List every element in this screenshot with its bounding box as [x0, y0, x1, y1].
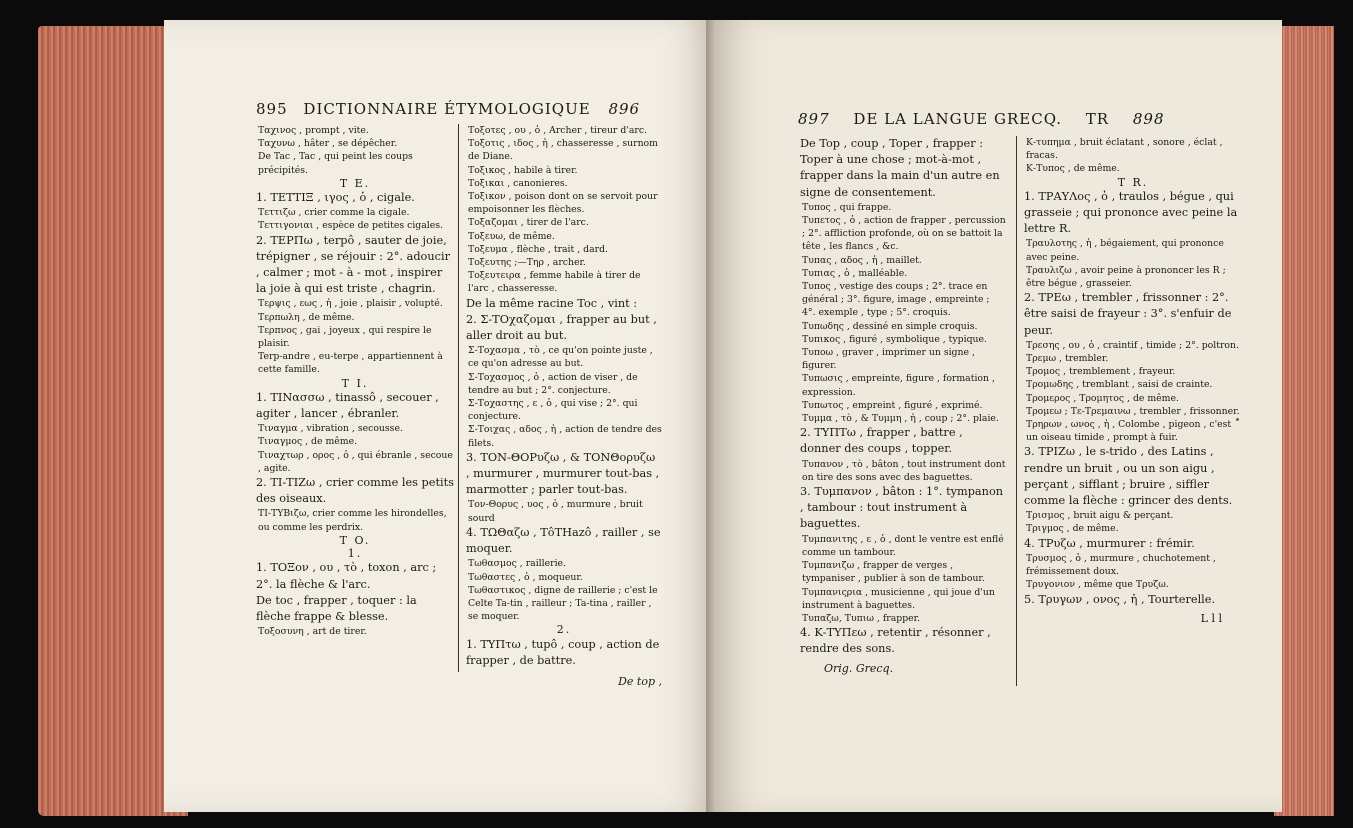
main-entry: 2. ΤΡΕω , trembler , frissonner : 2°. être saisi de frayeur : 3°. s'enfuir de peur.	[1024, 291, 1232, 337]
section-heading: T O.	[339, 533, 371, 547]
entry-line: Κ-Τυπος , de même.	[1026, 163, 1120, 175]
main-entry: De Top , coup , Toper , frapper : Toper à une chose ; mot-à-mot , frapper dans la main d'un autre en signe de consentement.	[800, 137, 1000, 199]
main-entry: 2. ΤΥΠΤω , frapper , battre , donner des coups , topper.	[800, 426, 963, 456]
left-page	[164, 20, 714, 812]
entry-line: Τυπιας , ὁ , malléable.	[802, 267, 908, 279]
entry-line: Τερπωλη , de même.	[258, 311, 355, 323]
ink-spot	[1236, 418, 1239, 421]
entry-line: Τοξικαι , canonieres.	[468, 177, 568, 189]
entry-line: Κ-τυπημα , bruit éclatant , sonore , éclat , fracas.	[1026, 137, 1223, 162]
entry-line: Τυμπανιτης , ε , ὁ , dont le ventre est enflé comme un tambour.	[802, 533, 1004, 558]
entry-line: Σ-Τοχαστης , ε , ὁ , qui vise ; 2°. qui conjecture.	[468, 398, 638, 423]
main-entry: 5. Τρυγων , ονος , ἡ , Tourterelle.	[1024, 592, 1216, 606]
main-entry: 3. ΤΟΝ-ΘΟΡυζω , & ΤΟΝΘορυζω , murmurer , murmurer tout-bas , marmotter ; parler tout-bas.	[466, 450, 660, 497]
entry-line: Τυπανον , τὸ , bâton , tout instrument dont on tire des sons avec des baguettes.	[802, 458, 1006, 483]
entry-line: Τρομωδης , tremblant , saisi de crainte.	[1026, 379, 1213, 391]
main-entry: 2. ΤΙ-ΤΙΖω , crier comme les petits des oiseaux.	[256, 476, 454, 506]
entry-line: Τυπωσις , empreinte, figure , formation , expression.	[802, 373, 995, 398]
left-header	[256, 100, 640, 118]
entry-line: De Tac , Tac , qui peint les coups précipités.	[258, 151, 413, 176]
page-number: 896	[608, 100, 641, 118]
entry-line: Τρυγονιον , même que Τρυζω.	[1026, 579, 1169, 591]
entry-line: Τρισμος , bruit aigu & perçant.	[1026, 510, 1174, 522]
entry-line: Τυπος , qui frappe.	[802, 201, 892, 213]
open-book	[14, 12, 1344, 820]
entry-line: Τρεμω , trembler.	[1026, 353, 1109, 365]
entry-line: Τιναχτωρ , ορος , ὁ , qui ébranle , secoue , agite.	[258, 449, 453, 474]
entry-line: Τυπος , vestige des coups ; 2°. trace en général ; 3°. figure, image , empreinte ; 4°. exemple , type ; 5°. croquis.	[802, 281, 990, 319]
entry-line: Τοξευμα , flèche , trait , dard.	[468, 243, 608, 255]
section-heading: 2.	[556, 623, 572, 637]
entry-line: Τιναγμος , de même.	[258, 436, 358, 448]
catchword: De top ,	[618, 674, 662, 688]
entry-line: Τοξευω, de même.	[468, 230, 555, 242]
page-number: 897	[798, 110, 830, 128]
entry-line: Τοξοτες , ου , ὁ , Archer , tireur d'arc.	[468, 125, 647, 136]
entry-line: Σ-Τοχασμα , τὸ , ce qu'on pointe juste , ce qu'on adresse au but.	[468, 345, 653, 370]
main-entry: 4. Κ-ΤΥΠεω , retentir , résonner , rendre des sons.	[800, 626, 991, 656]
main-entry: 1. ΤΡΑΥΛος , ὁ , traulos , bégue , qui grasseie ; qui prononce avec peine la lettre R.	[1024, 189, 1238, 236]
entry-line: Τυπας , αδος , ἡ , maillet.	[802, 254, 922, 266]
main-entry: 3. Τυμπανον , bâton : 1°. tympanon , tambour : tout instrument à baguettes.	[800, 485, 1004, 531]
running-title: DE LA LANGUE GRECQ.	[853, 110, 1063, 128]
entry-line: Τρομερος , Τρομητος , de même.	[1026, 392, 1179, 404]
main-entry: 1. ΤΥΠτω , tupô , coup , action de frapper , de battre.	[466, 637, 660, 667]
entry-line: Τεττιζω , crier comme la cigale.	[258, 207, 410, 219]
left-column-1	[256, 124, 454, 638]
entry-line: Τραυλιζω , avoir peine à prononcer les R ; être bégue , grasseier.	[1026, 264, 1226, 290]
main-entry: De la même racine Toc , vint :	[466, 296, 638, 310]
entry-line: Σ-Τοχασμος , ὁ , action de viser , de tendre au but ; 2°. conjecture.	[468, 371, 638, 396]
main-entry: 2. Σ-ΤΟχαζομαι , frapper au but , aller droit au but.	[466, 312, 657, 343]
column-rule	[458, 124, 459, 672]
entry-line: Τον-Θορυς , υος , ὁ , murmure , bruit sourd	[468, 499, 643, 524]
section-heading: T R.	[1117, 175, 1149, 189]
entry-line: Τοξικος , habile à tirer.	[468, 164, 578, 176]
entry-line: Τυπωδης , dessiné en simple croquis.	[802, 320, 978, 332]
entry-line: Τοξευτης ;—Τηρ , archer.	[468, 257, 586, 269]
entry-line: Τοξοσυνη , art de tirer.	[258, 626, 367, 638]
entry-line: Τωθαστικος , digne de raillerie ; c'est le Celte Ta-tin , railleur ; Ta-tina , railler , se moquer.	[468, 584, 658, 623]
page-number: 898	[1132, 110, 1165, 128]
signature-mark: L l l	[1200, 611, 1222, 625]
entry-line: Τραυλοτης , ἡ , bégaiement, qui prononce avec peine.	[1026, 238, 1224, 263]
entry-line: Τυπικος , figuré , symbolique , typique.	[802, 333, 987, 345]
entry-line: Τερψις , εως , ἡ , joie , plaisir , volupté.	[258, 298, 443, 310]
main-entry: De toc , frapper , toquer : la flèche frappe & blesse.	[256, 593, 417, 623]
entry-line: Τρυσμος , ὁ , murmure , chuchotement , frémissement doux.	[1026, 552, 1216, 578]
entry-line: Τυμπανιζω , frapper de verges , tympaniser , publier à son de tambour.	[802, 560, 985, 585]
main-entry: 4. ΤΩΘαζω , ΤôTHazô , railler , se moquer.	[466, 525, 661, 556]
entry-line: ΤΙ-ΤΥΒιζω, crier comme les hirondelles, ou comme les perdrix.	[258, 508, 447, 533]
main-entry: 4. ΤΡυζω , murmurer : frémir.	[1024, 536, 1195, 550]
entry-line: Τρομος , tremblement , frayeur.	[1026, 366, 1176, 378]
entry-line: Τυπωτος , empreint , figuré , exprimé.	[802, 399, 983, 411]
entry-line: Τωθαστες , ὁ , moqueur.	[468, 571, 583, 583]
entry-line: Τωθασμος , raillerie.	[468, 558, 566, 570]
right-page	[714, 20, 1282, 812]
signature-line: Orig. Grecq.	[824, 661, 894, 675]
right-header	[798, 110, 1165, 128]
entry-line: Ταχινος , prompt , vite.	[258, 125, 369, 136]
entry-line: Terp-andre , eu-terpe , appartiennent à cette famille.	[258, 351, 443, 376]
main-entry: 1. ΤΕΤΤΙΞ , ιγος , ὁ , cigale.	[256, 191, 415, 205]
entry-line: Τρηρων , ωνος , ἡ , Colombe , pigeon , c'est un oiseau timide , prompt à fuir.	[1026, 419, 1232, 444]
entry-line: Τοξοτις , ιδος , ἡ , chasseresse , surnom de Diane.	[468, 138, 658, 163]
section-heading: T I.	[341, 376, 369, 390]
entry-line: Τοξαζομαι , tirer de l'arc.	[468, 217, 589, 229]
right-column-2	[1024, 136, 1242, 625]
left-column-2	[466, 124, 662, 688]
entry-line: Τερπνος , gai , joyeux , qui respire le plaisir.	[258, 324, 432, 350]
main-entry: 3. ΤΡΙΖω , le s-trido , des Latins , rendre un bruit , ou un son aigu , perçant , sifflant ; bruire , siffler comme la flèche : grincer des dents.	[1024, 445, 1233, 508]
entry-line: Τυμμα , τὸ , & Τυμμη , ἡ , coup ; 2°. plaie.	[802, 413, 999, 425]
entry-line: Τρομεω ; Τε-Τρεμαινω , trembler , frissonner.	[1026, 405, 1240, 417]
entry-line: Σ-Τοιχας , αδος , ἡ , action de tendre des filets.	[468, 424, 662, 449]
entry-line: Τεττιγονιαι , espèce de petites cigales.	[258, 220, 443, 232]
running-title: DICTIONNAIRE ÉTYMOLOGIQUE	[303, 100, 591, 118]
entry-line: Τριγμος , de même.	[1026, 523, 1119, 535]
column-rule	[1016, 136, 1017, 686]
page-number: 895	[256, 100, 288, 118]
right-column-1	[800, 136, 1006, 675]
main-entry: 1. ΤΙΝασσω , tinassô , secouer , agiter , lancer , ébranler.	[256, 390, 439, 421]
entry-line: Τυπετος , ὁ , action de frapper , percussion ; 2°. affliction profonde, où on se battoit la tête , les flancs , &c.	[802, 215, 1006, 253]
entry-line: Τρεσης , ου , ὁ , craintif , timide ; 2°. poltron.	[1026, 339, 1239, 351]
entry-line: Τυπαζω, Τυπιω , frapper.	[802, 612, 921, 624]
entry-line: Ταχυνω , hâter , se dépêcher.	[258, 138, 398, 150]
section-label: TR	[1085, 110, 1110, 128]
section-heading: 1.	[347, 547, 363, 561]
main-entry: 1. ΤΟΞον , ου , τὸ , toxon , arc ; 2°. la flèche & l'arc.	[256, 561, 437, 591]
section-heading: T E.	[339, 176, 371, 190]
main-entry: 2. ΤΕΡΠω , terpô , sauter de joie, trépigner , se réjouir : 2°. adoucir , calmer ; mot - à - mot , inspirer la joie à qui est triste , chagrin.	[256, 233, 450, 296]
page-edges-right	[1274, 26, 1334, 816]
entry-line: Τοξικον , poison dont on se servoit pour empoisonner les flèches.	[468, 191, 658, 216]
entry-line: Τυποω , graver , imprimer un signe , figurer.	[802, 347, 975, 372]
entry-line: Τυμπανιςρια , musicienne , qui joue d'un instrument à baguettes.	[802, 586, 995, 611]
entry-line: Τιναγμα , vibration , secousse.	[258, 423, 403, 435]
entry-line: Τοξευτειρα , femme habile à tirer de l'arc , chasseresse.	[468, 270, 641, 295]
